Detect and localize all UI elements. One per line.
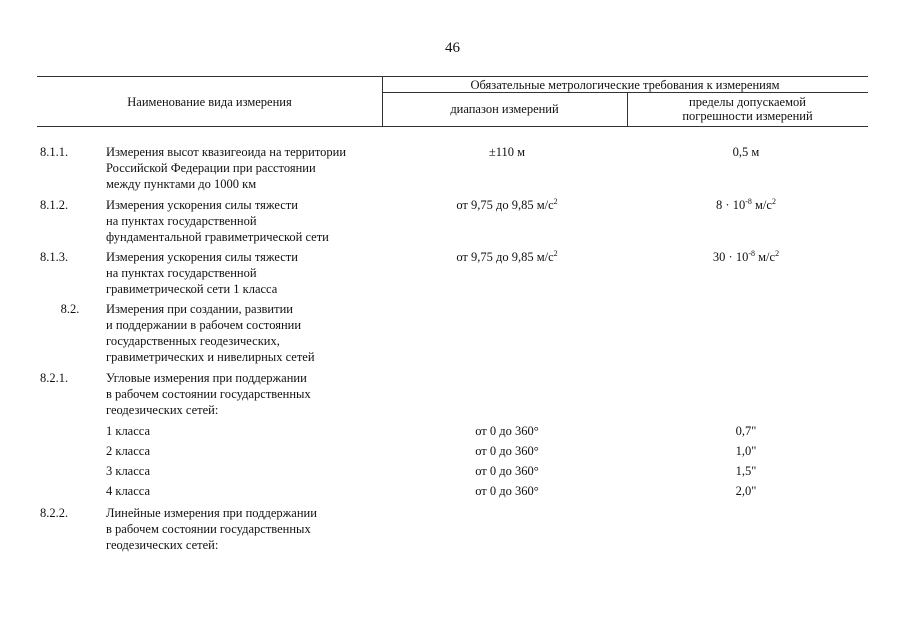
row-number: 8.2. [60, 302, 80, 316]
row-range: от 0 до 360° [475, 484, 539, 498]
row-error: 0,7" [735, 424, 757, 438]
row-name: 1 класса [106, 424, 151, 438]
row-name: Линейные измерения при поддержании в рабочем состоянии государственных геодезических сетей: [106, 506, 317, 552]
row-name: 3 класса [106, 464, 151, 478]
header-name-column: Наименование вида измерения [127, 95, 292, 109]
row-number: 8.1.3. [40, 250, 69, 264]
row-name: Измерения высот квазигеоида на территории Российской Федерации при расстоянии между пунктами до 1000 км [106, 145, 347, 191]
row-range: ±110 м [488, 145, 526, 159]
error-unit: м/с [751, 198, 772, 212]
row-error: 1,5" [735, 464, 757, 478]
header-error-column: пределы допускаемой погрешности измерений [682, 95, 813, 123]
error-text: 8 · 10 [716, 198, 746, 212]
error-unit-exponent: 2 [775, 248, 780, 258]
row-name: Измерения ускорения силы тяжести на пунктах государственной гравиметрической сети 1 класса [106, 250, 298, 296]
page-number: 46 [445, 40, 460, 56]
header-bottom-rule [37, 126, 868, 127]
row-error: 1,0" [735, 444, 757, 458]
range-exponent: 2 [553, 196, 558, 206]
row-number: 8.1.2. [40, 198, 69, 212]
error-exponent: -8 [745, 196, 752, 206]
row-number: 8.1.1. [40, 145, 69, 159]
row-number: 8.2.2. [40, 506, 69, 520]
row-range [392, 197, 622, 213]
row-name: 2 класса [106, 444, 151, 458]
error-unit-exponent: 2 [771, 196, 776, 206]
row-name: Угловые измерения при поддержании в рабочем состоянии государственных геодезических сетей: [106, 371, 311, 417]
error-unit: м/с [755, 250, 776, 264]
row-range: от 0 до 360° [475, 424, 539, 438]
row-number: 8.2.1. [40, 371, 69, 385]
error-text: 30 · 10 [712, 250, 749, 264]
range-exponent: 2 [553, 248, 558, 258]
row-error: 2,0" [735, 484, 757, 498]
header-group-rule [382, 92, 868, 93]
header-requirements-group: Обязательные метрологические требования к измерениям [470, 78, 780, 92]
row-name: 4 класса [106, 484, 151, 498]
row-range [392, 249, 622, 265]
range-text: от 9,75 до 9,85 м/с [456, 198, 554, 212]
row-range: от 0 до 360° [475, 444, 539, 458]
row-error: 0,5 м [732, 145, 760, 159]
table-top-rule [37, 76, 868, 77]
row-name: Измерения ускорения силы тяжести на пунктах государственной фундаментальной гравиметрической сети [106, 198, 329, 244]
header-range-column: диапазон измерений [450, 102, 559, 116]
error-exponent: -8 [748, 248, 756, 258]
row-name: Измерения при создании, развитии и поддержании в рабочем состоянии государственных геодезических, гравиметрических и нивелирных сетей [106, 302, 315, 364]
row-error [630, 249, 862, 265]
range-text: от 9,75 до 9,85 м/с [456, 250, 554, 264]
row-range: от 0 до 360° [475, 464, 539, 478]
row-error [630, 197, 862, 213]
